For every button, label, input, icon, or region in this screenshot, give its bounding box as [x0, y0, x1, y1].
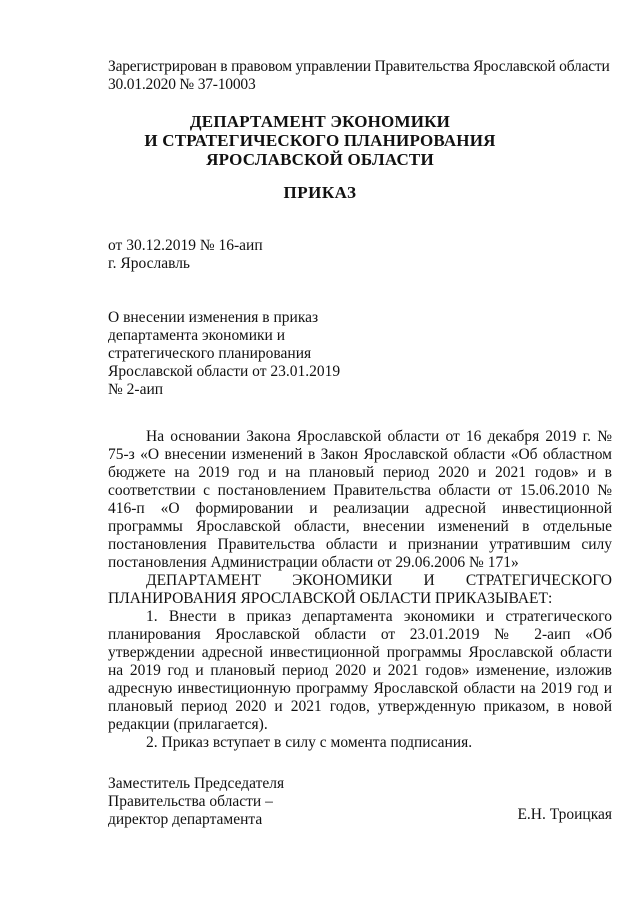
department-line-1: ДЕПАРТАМЕНТ ЭКОНОМИКИ: [189, 112, 451, 131]
department-header: [0, 112, 640, 169]
order-subject: [108, 309, 348, 399]
subject-line-1: О внесении изменения в приказ: [108, 309, 319, 326]
order-meta: [108, 237, 263, 273]
signatory-name: Е.Н. Троицкая: [517, 806, 612, 823]
order-date-number: от 30.12.2019 № 16-аип: [108, 237, 263, 254]
order-body: [108, 428, 612, 752]
preamble-paragraph: На основании Закона Ярославской области от 16 декабря 2019 г. № 75-з «О внесении изменений в Закон Ярославской области «Об областном бюджете на 2019 год и на плановый период 2020 и 2021 годов» и в соответствии с постановлением Правительства области от 15.06.2010 № 416-п «О формировании и реализации адресной инвестиционной программы Ярославской области, внесении изменений в отдельные постановления Правительства области и признании утратившим силу постановления Администрации области от 29.06.2006 № 171»: [108, 428, 612, 571]
department-line-3: ЯРОСЛАВСКОЙ ОБЛАСТИ: [206, 150, 434, 169]
order-item-1: 1. Внести в приказ департамента экономики и стратегического планирования Ярославской области от 23.01.2019 № 2-аип «Об утверждении адресной инвестиционной программы Ярославской области на 2019 год и плановый период 2020 и 2021 годов» изменение, изложив адресную инвестиционную программу Ярославской области на 2019 год и плановый период 2020 и 2021 годов, утвержденную приказом, в новой редакции (прилагается).: [108, 608, 612, 733]
orders-line-1: ДЕПАРТАМЕНТ ЭКОНОМИКИ И СТРАТЕГИЧЕСКОГО: [146, 572, 612, 589]
order-city: г. Ярославль: [108, 255, 190, 272]
signatory-title-line-3: директор департамента: [108, 811, 263, 828]
subject-line-3: стратегического планирования: [108, 345, 312, 362]
signatory-title-line-1: Заместитель Председателя: [108, 775, 285, 792]
department-line-2: И СТРАТЕГИЧЕСКОГО ПЛАНИРОВАНИЯ: [144, 131, 496, 150]
registration-stamp: [108, 58, 613, 94]
subject-line-2: департамента экономики и: [108, 327, 286, 344]
registration-line-1: Зарегистрирован в правовом управлении Правительства Ярославской области: [108, 58, 610, 75]
registration-line-2: 30.01.2020 № 37-10003: [108, 76, 256, 93]
subject-line-5: № 2-аип: [108, 381, 164, 398]
document-type-title: ПРИКАЗ: [283, 183, 357, 202]
order-item-2: 2. Приказ вступает в силу с момента подписания.: [146, 734, 473, 751]
subject-line-4: Ярославской области от 23.01.2019: [108, 363, 341, 380]
orders-line-2: ПЛАНИРОВАНИЯ ЯРОСЛАВСКОЙ ОБЛАСТИ ПРИКАЗЫВАЕТ:: [108, 590, 553, 607]
signatory-title-line-2: Правительства области –: [108, 793, 273, 810]
